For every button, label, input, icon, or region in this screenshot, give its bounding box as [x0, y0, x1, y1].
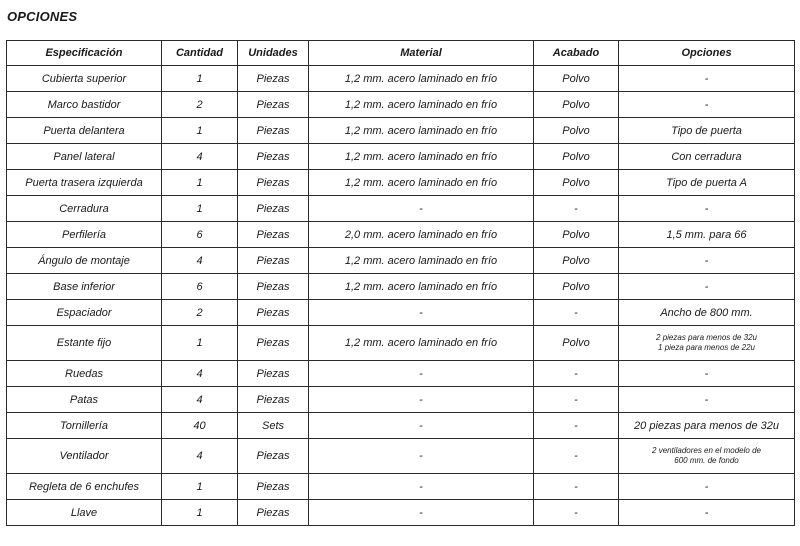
- table-header: [7, 41, 795, 66]
- table-row: [7, 413, 795, 439]
- cell-options: Tipo de puerta: [619, 118, 795, 144]
- table-row: [7, 222, 795, 248]
- table-row: [7, 144, 795, 170]
- cell-finish: -: [534, 500, 619, 526]
- cell-finish: Polvo: [534, 248, 619, 274]
- options-line: 600 mm. de fondo: [674, 456, 739, 465]
- cell-material: -: [309, 413, 534, 439]
- cell-specification: Llave: [7, 500, 162, 526]
- table-row: [7, 92, 795, 118]
- cell-units: Piezas: [238, 474, 309, 500]
- cell-material: 2,0 mm. acero laminado en frío: [309, 222, 534, 248]
- cell-material: -: [309, 300, 534, 326]
- cell-specification: Ángulo de montaje: [7, 248, 162, 274]
- cell-finish: -: [534, 300, 619, 326]
- cell-finish: -: [534, 474, 619, 500]
- cell-units: Piezas: [238, 326, 309, 361]
- cell-material: 1,2 mm. acero laminado en frío: [309, 326, 534, 361]
- cell-quantity: 6: [162, 274, 238, 300]
- cell-material: 1,2 mm. acero laminado en frío: [309, 118, 534, 144]
- cell-quantity: 4: [162, 144, 238, 170]
- cell-finish: Polvo: [534, 118, 619, 144]
- options-line: 2 piezas para menos de 32u: [656, 333, 757, 342]
- table-row: [7, 326, 795, 361]
- cell-finish: Polvo: [534, 144, 619, 170]
- cell-material: -: [309, 474, 534, 500]
- cell-options: -: [619, 387, 795, 413]
- cell-quantity: 1: [162, 170, 238, 196]
- cell-finish: -: [534, 361, 619, 387]
- cell-specification: Base inferior: [7, 274, 162, 300]
- cell-specification: Espaciador: [7, 300, 162, 326]
- table-row: [7, 118, 795, 144]
- cell-options: -: [619, 474, 795, 500]
- cell-specification: Tornillería: [7, 413, 162, 439]
- cell-finish: Polvo: [534, 326, 619, 361]
- options-line: 1 pieza para menos de 22u: [658, 343, 755, 352]
- cell-material: 1,2 mm. acero laminado en frío: [309, 66, 534, 92]
- cell-units: Piezas: [238, 118, 309, 144]
- table-body: [7, 66, 795, 526]
- cell-options: Ancho de 800 mm.: [619, 300, 795, 326]
- table-row: [7, 474, 795, 500]
- table-row: [7, 170, 795, 196]
- cell-units: Piezas: [238, 170, 309, 196]
- cell-options: -: [619, 92, 795, 118]
- header-row: [7, 41, 795, 66]
- cell-units: Piezas: [238, 196, 309, 222]
- cell-specification: Cerradura: [7, 196, 162, 222]
- cell-specification: Ruedas: [7, 361, 162, 387]
- cell-specification: Estante fijo: [7, 326, 162, 361]
- table-row: [7, 439, 795, 474]
- cell-material: -: [309, 196, 534, 222]
- cell-quantity: 1: [162, 474, 238, 500]
- cell-material: 1,2 mm. acero laminado en frío: [309, 144, 534, 170]
- cell-quantity: 4: [162, 387, 238, 413]
- cell-finish: Polvo: [534, 66, 619, 92]
- cell-quantity: 2: [162, 300, 238, 326]
- column-header-quantity: Cantidad: [162, 41, 238, 66]
- cell-options: -: [619, 196, 795, 222]
- table-row: [7, 274, 795, 300]
- cell-units: Sets: [238, 413, 309, 439]
- cell-finish: Polvo: [534, 92, 619, 118]
- column-header-specification: Especificación: [7, 41, 162, 66]
- cell-options: [619, 326, 795, 361]
- cell-options: Tipo de puerta A: [619, 170, 795, 196]
- table-row: [7, 361, 795, 387]
- cell-quantity: 1: [162, 118, 238, 144]
- cell-quantity: 4: [162, 361, 238, 387]
- table-row: [7, 300, 795, 326]
- cell-options: -: [619, 361, 795, 387]
- cell-quantity: 40: [162, 413, 238, 439]
- cell-quantity: 1: [162, 500, 238, 526]
- cell-specification: Patas: [7, 387, 162, 413]
- cell-quantity: 4: [162, 439, 238, 474]
- cell-options: [619, 439, 795, 474]
- cell-specification: Puerta trasera izquierda: [7, 170, 162, 196]
- cell-material: 1,2 mm. acero laminado en frío: [309, 170, 534, 196]
- cell-units: Piezas: [238, 248, 309, 274]
- table-row: [7, 387, 795, 413]
- table-row: [7, 248, 795, 274]
- cell-quantity: 1: [162, 66, 238, 92]
- cell-finish: Polvo: [534, 222, 619, 248]
- cell-specification: Panel lateral: [7, 144, 162, 170]
- cell-material: -: [309, 387, 534, 413]
- column-header-material: Material: [309, 41, 534, 66]
- cell-quantity: 6: [162, 222, 238, 248]
- cell-finish: Polvo: [534, 274, 619, 300]
- cell-specification: Marco bastidor: [7, 92, 162, 118]
- cell-units: Piezas: [238, 66, 309, 92]
- cell-quantity: 4: [162, 248, 238, 274]
- cell-material: -: [309, 500, 534, 526]
- cell-options: -: [619, 248, 795, 274]
- cell-specification: Ventilador: [7, 439, 162, 474]
- column-header-options: Opciones: [619, 41, 795, 66]
- cell-units: Piezas: [238, 439, 309, 474]
- cell-specification: Cubierta superior: [7, 66, 162, 92]
- cell-finish: -: [534, 387, 619, 413]
- cell-material: 1,2 mm. acero laminado en frío: [309, 248, 534, 274]
- specifications-table: [6, 40, 795, 526]
- cell-units: Piezas: [238, 222, 309, 248]
- table-row: [7, 66, 795, 92]
- cell-finish: Polvo: [534, 170, 619, 196]
- cell-specification: Puerta delantera: [7, 118, 162, 144]
- cell-specification: Perfilería: [7, 222, 162, 248]
- cell-units: Piezas: [238, 387, 309, 413]
- cell-quantity: 1: [162, 196, 238, 222]
- cell-options: -: [619, 500, 795, 526]
- cell-units: Piezas: [238, 500, 309, 526]
- cell-finish: -: [534, 196, 619, 222]
- cell-units: Piezas: [238, 274, 309, 300]
- cell-options: -: [619, 274, 795, 300]
- cell-quantity: 2: [162, 92, 238, 118]
- cell-material: -: [309, 439, 534, 474]
- cell-units: Piezas: [238, 300, 309, 326]
- cell-finish: -: [534, 413, 619, 439]
- cell-material: 1,2 mm. acero laminado en frío: [309, 92, 534, 118]
- cell-material: 1,2 mm. acero laminado en frío: [309, 274, 534, 300]
- cell-options: Con cerradura: [619, 144, 795, 170]
- cell-material: -: [309, 361, 534, 387]
- cell-quantity: 1: [162, 326, 238, 361]
- table-row: [7, 500, 795, 526]
- cell-specification: Regleta de 6 enchufes: [7, 474, 162, 500]
- cell-finish: -: [534, 439, 619, 474]
- table-row: [7, 196, 795, 222]
- column-header-finish: Acabado: [534, 41, 619, 66]
- cell-options: 1,5 mm. para 66: [619, 222, 795, 248]
- cell-units: Piezas: [238, 361, 309, 387]
- cell-units: Piezas: [238, 144, 309, 170]
- cell-options: -: [619, 66, 795, 92]
- options-line: 2 ventiladores en el modelo de: [652, 446, 761, 455]
- cell-units: Piezas: [238, 92, 309, 118]
- page-title: OPCIONES: [7, 9, 78, 24]
- column-header-units: Unidades: [238, 41, 309, 66]
- cell-options: 20 piezas para menos de 32u: [619, 413, 795, 439]
